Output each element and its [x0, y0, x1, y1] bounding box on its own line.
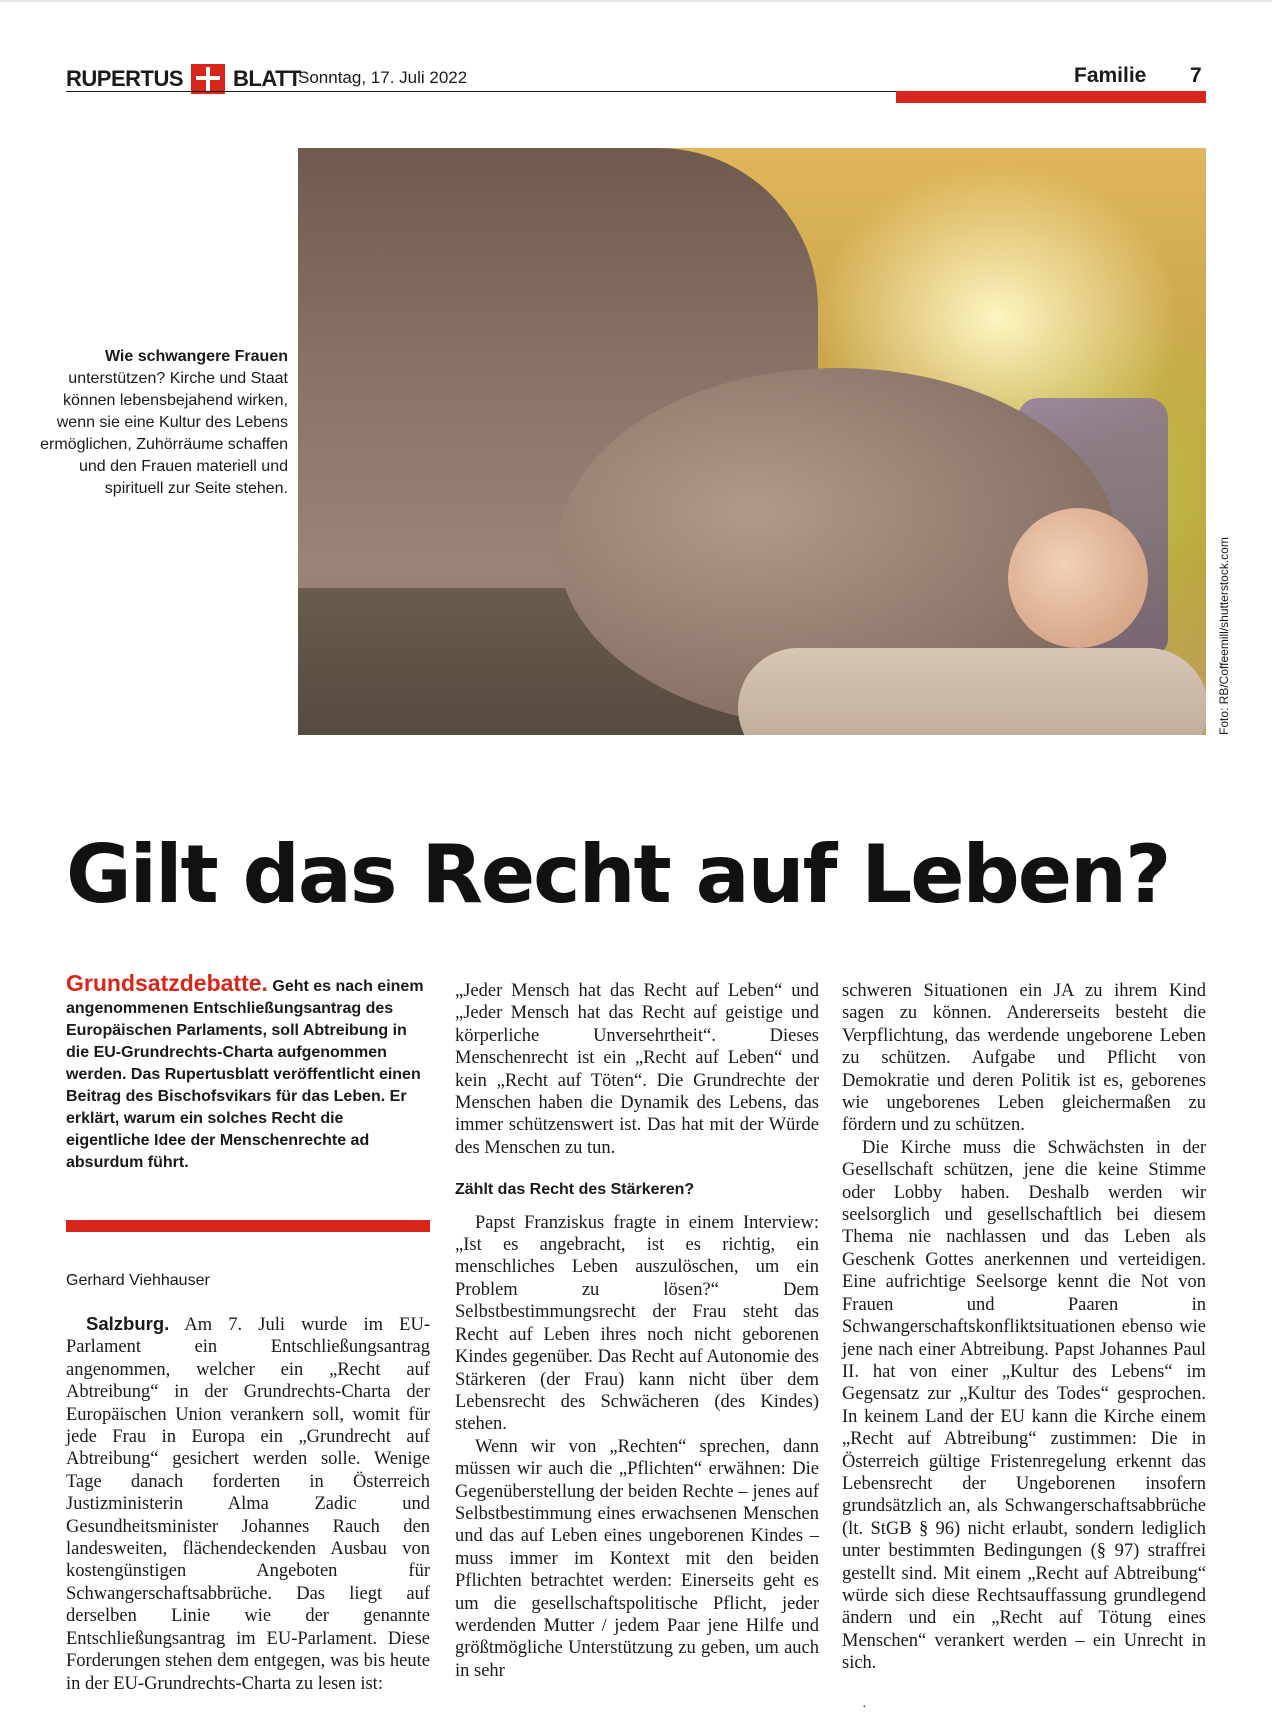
- article-column-3: [842, 980, 1206, 1675]
- body-paragraph-4: Wenn wir von „Rechten“ sprechen, dann müssen wir auch die „Pflichten“ erwähnen: Die Gegenüberstellung der beiden Rechte – jenes auf Selbstbestimmung eines erwachsenen Menschen und das auf Leben eines ungeborenen Kindes – muss immer im Kontext mit den beiden Pflichten betrachtet werden: Einerseits geht es um die gesellschaftspolitische Pflicht, jeder werdenden Mutter / jedem Paar jene Hilfe und größtmögliche Unterstützung zu geben, um auch in sehr: [455, 1436, 819, 1681]
- caption-lead: Wie schwangere Frauen: [104, 348, 288, 365]
- lead-box: [66, 972, 426, 1174]
- lead-kicker: Grundsatzdebatte.: [66, 970, 268, 996]
- photo-caption: [40, 346, 288, 500]
- brand-left: RUPERTUS: [66, 66, 184, 91]
- body-paragraph-2: „Jeder Mensch hat das Recht auf Leben“ und „Jeder Mensch hat das Recht auf geistige und körperliche Unversehrtheit“. Dieses Menschenrecht ist ein „Recht auf Leben“ und kein „Recht auf Töten“. Die Grundrechte der Menschen haben die Dynamik des Lebens, das immer schützenswert ist. Das hat mit der Würde des Menschen zu tun.: [455, 981, 819, 1158]
- author-name: Gerhard Viehhauser: [66, 1272, 210, 1289]
- body-paragraph-5: schweren Situationen ein JA zu ihrem Kind sagen zu können. Andererseits besteht die Verpflichtung, das werdende ungeborene Leben zu schützen. Aufgabe und Pflicht von Demokratie und deren Politik ist es, geborenes wie ungeborenes Leben gleichermaßen zu fördern und zu schützen.: [842, 981, 1206, 1136]
- photo-lap-shape: [738, 648, 1206, 735]
- lead-text: Geht es nach einem angenommenen Entschließungsantrag des Europäischen Parlaments, soll Abtreibung in die EU-Grundrechts-Charta aufgenommen werden. Das Rupertusblatt veröffentlicht einen Beitrag des Bischofsvikars für das Leben. Er erklärt, warum ein solches Recht die eigentliche Idee der Menschenrechte ad absurdum führt.: [66, 978, 424, 1171]
- article-column-1: [66, 1313, 430, 1695]
- section-title: Familie: [1074, 64, 1147, 87]
- body-paragraph-1: [66, 1313, 430, 1695]
- page-number: 7: [1190, 64, 1202, 87]
- end-mark: ·: [862, 1700, 867, 1715]
- caption-text: unterstützen? Kirche und Staat können lebensbejahend wirken, wenn sie eine Kultur des Lebens ermöglichen, Zuhörräume schaffen und den Frauen materiell und spirituell zur Seite stehen.: [40, 370, 288, 497]
- lead-accent-bar: [66, 1220, 430, 1232]
- header-accent-bar: [896, 91, 1206, 103]
- brand-right: BLATT: [233, 66, 301, 91]
- body-paragraph-3: Papst Franziskus fragte in einem Interview: „Ist es angebracht, ist es richtig, ein menschliches Leben auszulöschen, um ein Problem zu lösen?“ Dem Selbstbestimmungsrecht der Frau steht das Recht auf Leben ihres noch nicht geborenen Kindes gegenüber. Das Recht auf Autonomie des Stärkeren (der Frau) kann nicht über dem Lebensrecht des Schwächeren (des Kindes) stehen.: [455, 1212, 819, 1435]
- photo-credit: Foto: RB/Coffeemill/shutterstock.com: [1217, 537, 1231, 735]
- body-paragraph-1-text: Am 7. Juli wurde im EU-Parlament ein Entschließungsantrag angenommen, welcher ein „Recht auf Abtreibung“ in der Grundrechts-Charta der Europäischen Union verankern soll, womit für jede Frau in Europa ein „Grundrecht auf Abtreibung“ gesichert werden solle. Wenige Tage danach forderten in Österreich Justizministerin Alma Zadic und Gesundheitsminister Johannes Rauch den landesweiten, flächendeckenden Ausbau von kostengünstigen Angeboten für Schwangerschaftsabbrüche. Das liegt auf derselben Linie wie der genannte Entschließungsantrag im EU-Parlament. Diese Forderungen stehen dem entgegen, was bis heute in der EU-Grundrechts-Charta zu lesen ist:: [66, 1315, 431, 1694]
- cross-logo-icon: [191, 64, 225, 94]
- top-rule: [0, 0, 1272, 2]
- subheading: Zählt das Recht des Stärkeren?: [455, 1181, 695, 1199]
- photo-hand-shape: [1008, 508, 1148, 648]
- issue-date: Sonntag, 17. Juli 2022: [298, 68, 468, 87]
- article-photo: [298, 148, 1206, 735]
- body-paragraph-6: Die Kirche muss die Schwächsten in der Gesellschaft schützen, jene die keine Stimme oder Lobby haben. Deshalb werden wir seelsorglich und gesellschaftlich bei diesem Thema nie nachlassen und das Leben als Geschenk Gottes anerkennen und verteidigen. Eine aufrichtige Seelsorge kennt die Not von Frauen und Paaren in Schwangerschaftskonfliktsituationen ebenso wie jene nach einer Abtreibung. Papst Johannes Paul II. hat von einer „Kultur des Lebens“ im Gegensatz zur „Kultur des Todes“ gesprochen. In keinem Land der EU kann die Kirche einem „Recht auf Abtreibung“ zustimmen: Die in Österreich gültige Fristenregelung erkennt das Lebensrecht der Ungeborenen insofern grundsätzlich an, als Schwangerschaftsabbrüche (lt. StGB § 96) nicht erlaubt, sondern lediglich unter bestimmten Bedingungen (§ 97) straffrei gestellt sind. Mit einem „Recht auf Abtreibung“ würde sich diese Rechtsauffassung grundlegend ändern und ein „Recht auf Tötung eines Menschen“ verankert werden – ein Unrecht in sich.: [842, 1137, 1206, 1674]
- headline: Gilt das Recht auf Leben?: [66, 828, 1170, 921]
- dateline: Salzburg.: [86, 1313, 170, 1334]
- article-column-2: [455, 980, 819, 1682]
